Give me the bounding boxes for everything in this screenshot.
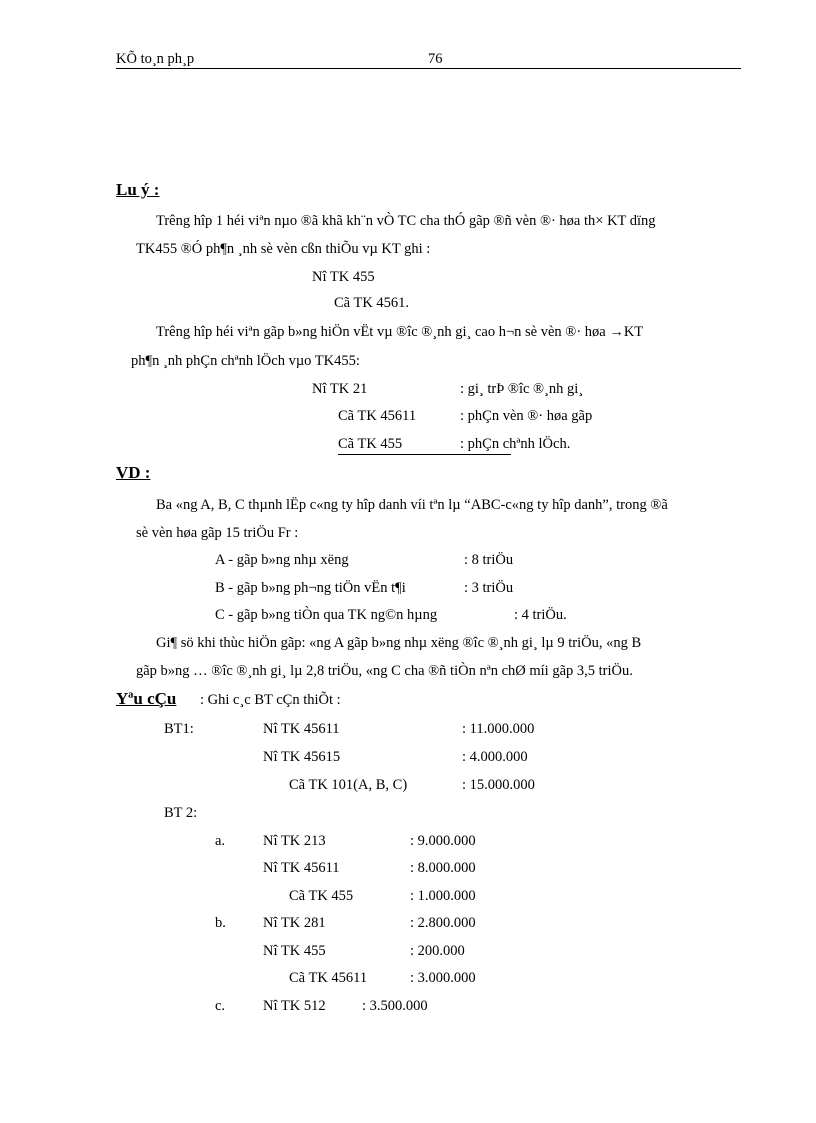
entry-2-account: Cã TK 45611 xyxy=(338,408,417,424)
note-paragraph-2-line-2: ph¶n ¸nh phÇn chªnh lÖch vµo TK455: xyxy=(131,353,360,369)
bt2-amount: : 200.000 xyxy=(410,943,465,959)
request-text: : Ghi c¸c BT cÇn thiÕt : xyxy=(200,692,341,708)
page-number: 76 xyxy=(428,51,443,67)
bt1-amount: : 4.000.000 xyxy=(462,749,528,765)
example-paragraph-2-line-2: gãp b»ng … ®îc ®¸nh gi¸ lµ 2,8 triÖu, «ng C cha ®ñ tiÒn nªn chØ míi gãp 3,5 triÖu. xyxy=(136,663,633,679)
bt2-account: Nî TK 213 xyxy=(263,833,326,849)
note-paragraph-1-line-1: Trêng hîp 1 héi viªn nµo ®ã khã kh¨n vÒ TC cha thÓ gãp ®ñ vèn ®· høa th× KT dïng xyxy=(156,213,656,229)
bt1-amount: : 11.000.000 xyxy=(462,721,535,737)
note-paragraph-2-line-1: Trêng hîp héi viªn gãp b»ng hiÖn vËt vµ ®îc ®¸nh gi¸ cao h¬n sè vèn ®· høa →KT xyxy=(156,324,644,340)
example-paragraph-2-line-1: Gi¶ sö khi thùc hiÖn gãp: «ng A gãp b»ng nhµ xëng ®îc ®¸nh gi¸ lµ 9 triÖu, «ng B xyxy=(156,635,642,651)
entry-1-credit: Cã TK 4561. xyxy=(334,295,410,311)
entry-2-desc: : gi¸ trÞ ®îc ®¸nh gi¸ xyxy=(460,381,584,397)
bt1-amount: : 15.000.000 xyxy=(462,777,535,793)
request-heading: Yªu cÇu xyxy=(116,689,177,708)
entry-underline xyxy=(338,454,511,455)
note-heading: Lu ý : xyxy=(116,180,160,199)
entry-2-account: Cã TK 455 xyxy=(338,436,403,452)
contribution-value: : 8 triÖu xyxy=(464,552,514,568)
bt2-account: Cã TK 45611 xyxy=(289,970,368,986)
bt1-account: Cã TK 101(A, B, C) xyxy=(289,777,408,793)
bt2-account: Nî TK 281 xyxy=(263,915,326,931)
bt2-amount: : 8.000.000 xyxy=(410,860,476,876)
example-heading: VD : xyxy=(116,463,151,482)
bt1-account: Nî TK 45615 xyxy=(263,749,341,765)
bt2-a-marker: a. xyxy=(215,833,226,849)
bt2-label: BT 2: xyxy=(164,805,198,821)
bt2-b-marker: b. xyxy=(215,915,226,931)
bt2-account: Nî TK 45611 xyxy=(263,860,340,876)
bt1-account: Nî TK 45611 xyxy=(263,721,340,737)
bt2-amount: : 2.800.000 xyxy=(410,915,476,931)
entry-2-desc: : phÇn chªnh lÖch. xyxy=(460,436,571,452)
entry-2-account: Nî TK 21 xyxy=(312,381,368,397)
bt2-amount: : 3.500.000 xyxy=(362,998,428,1014)
contribution-value: : 3 triÖu xyxy=(464,580,514,596)
contribution-value: : 4 triÖu. xyxy=(514,607,567,623)
bt2-amount: : 9.000.000 xyxy=(410,833,476,849)
bt2-c-marker: c. xyxy=(215,998,226,1014)
header-rule xyxy=(116,68,741,69)
example-paragraph-1-line-1: Ba «ng A, B, C thµnh lËp c«ng ty hîp danh víi tªn lµ “ABC-c«ng ty hîp danh”, trong ®ã xyxy=(156,497,668,513)
contribution-label: C - gãp b»ng tiÒn qua TK ng©n hµng xyxy=(215,607,438,623)
entry-2-desc: : phÇn vèn ®· høa gãp xyxy=(460,408,593,424)
example-paragraph-1-line-2: sè vèn høa gãp 15 triÖu Fr : xyxy=(136,525,299,541)
contribution-label: B - gãp b»ng ph¬ng tiÖn vËn t¶i xyxy=(215,580,406,596)
bt2-amount: : 1.000.000 xyxy=(410,888,476,904)
bt2-account: Cã TK 455 xyxy=(289,888,354,904)
header-left: KÕ to¸n ph¸p xyxy=(116,51,195,67)
note-paragraph-1-line-2: TK455 ®Ó ph¶n ¸nh sè vèn cßn thiÕu vµ KT ghi : xyxy=(136,241,431,257)
bt2-account: Nî TK 512 xyxy=(263,998,326,1014)
bt2-account: Nî TK 455 xyxy=(263,943,326,959)
bt1-label: BT1: xyxy=(164,721,194,737)
contribution-label: A - gãp b»ng nhµ xëng xyxy=(215,552,349,568)
entry-1-debit: Nî TK 455 xyxy=(312,269,375,285)
bt2-amount: : 3.000.000 xyxy=(410,970,476,986)
